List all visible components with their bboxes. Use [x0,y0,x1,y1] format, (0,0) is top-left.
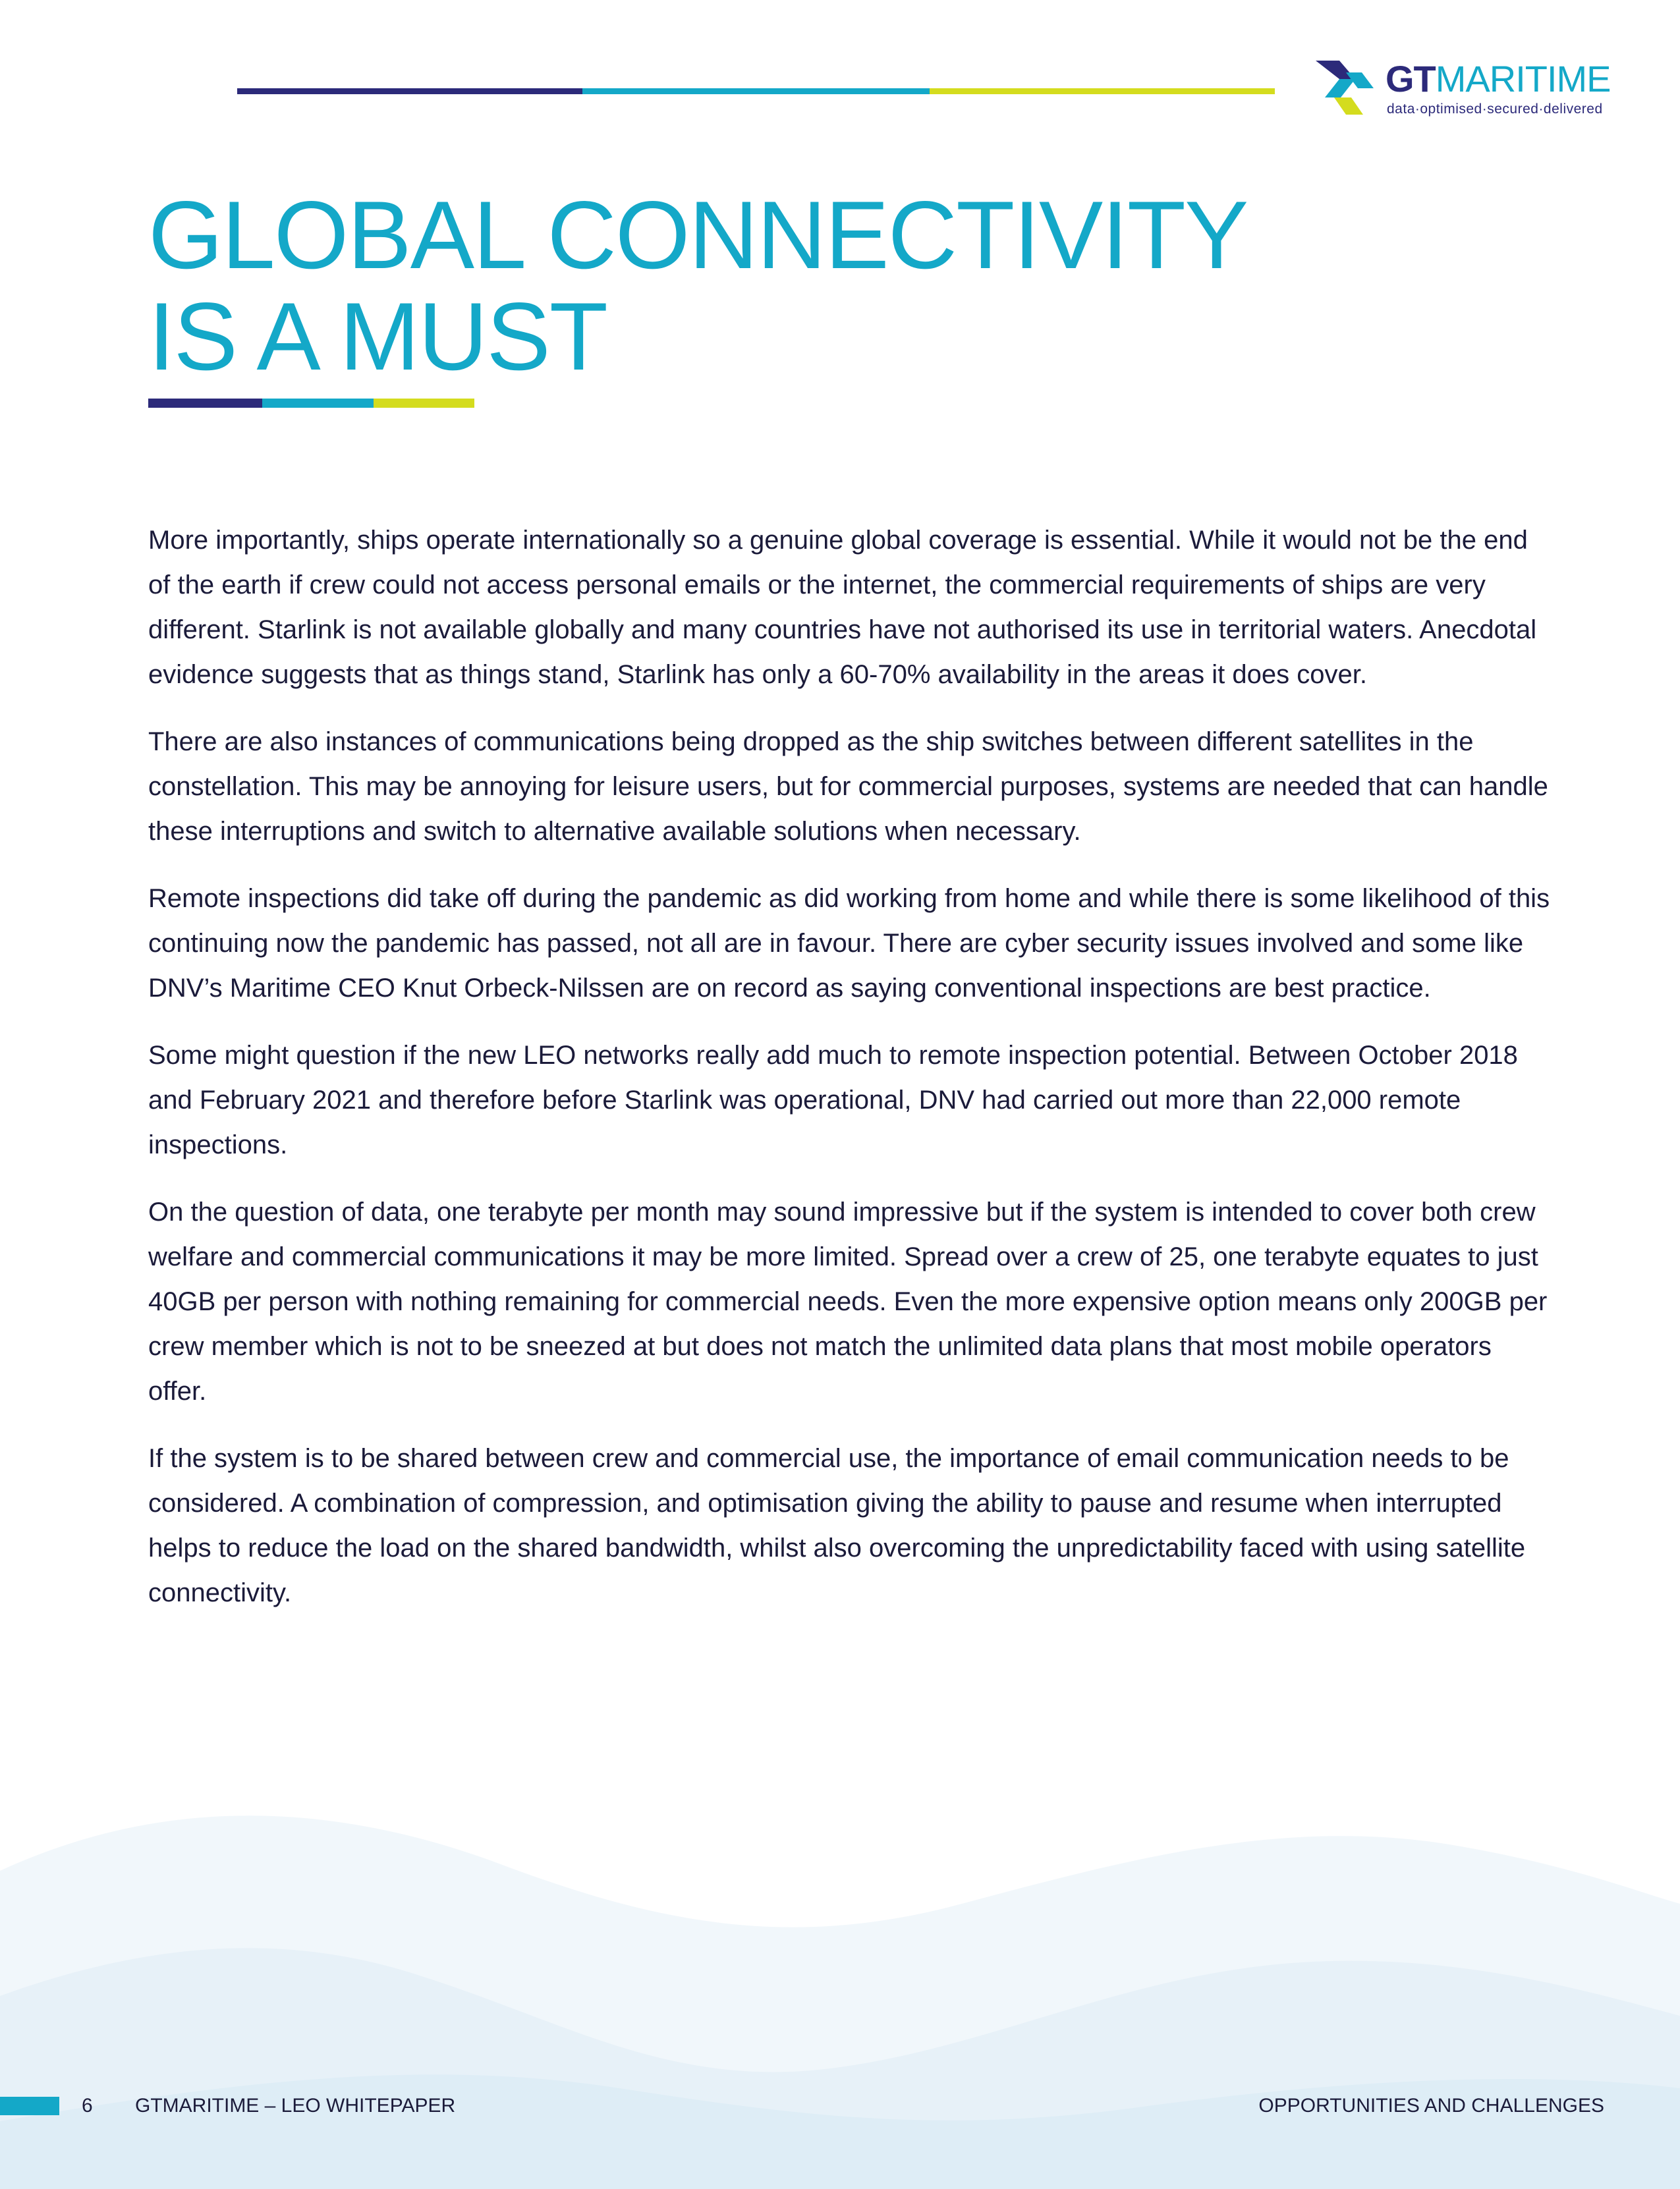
logo-wordmark [1386,58,1611,99]
paragraph: Remote inspections did take off during the pandemic as did working from home and while there is some likelihood of this continuing now the pandemic has passed, not all are in favour. There are cyber security issues involved and some like DNV’s Maritime CEO Knut Orbeck-Nilssen are on record as saying conventional inspections are best practice. [148,884,1550,1003]
paragraph: Some might question if the new LEO networks really add much to remote inspection potential. Between October 2018 and February 2021 and therefore before Starlink was operational, DNV had carried out more than 22,000 remote inspections. [148,1041,1518,1159]
paragraph: More importantly, ships operate internationally so a genuine global coverage is essential. While it would not be the end of the earth if crew could not access personal emails or the internet, the commercial requirements of ships are very different. Starlink is not available globally and many countries have not authorised its use in territorial waters. Anecdotal evidence suggests that as things stand, Starlink has only a 60-70% availability in the areas it does cover. [148,526,1537,689]
paragraph: If the system is to be shared between crew and commercial use, the importance of email communication needs to be considered. A combination of compression, and optimisation giving the ability to pause and resume when interrupted helps to reduce the load on the shared bandwidth, whilst also overcoming the unpredictability faced with using satellite connectivity. [148,1444,1526,1607]
header-divider-cyan-segment [582,88,929,94]
paragraph: There are also instances of communications being dropped as the ship switches between different satellites in the constellation. This may be annoying for leisure users, but for commercial purposes, systems are needed that can handle these interruptions and switch to alternative available solutions when necessary. [148,727,1548,846]
header-divider [237,88,1275,94]
title-underline [148,399,474,408]
header-divider-navy-segment [237,88,582,94]
footer-document-title: GTMARITIME – LEO WHITEPAPER [135,2095,456,2117]
title-underline-lime-segment [374,399,474,408]
paragraph: On the question of data, one terabyte per month may sound impressive but if the system is intended to cover both crew welfare and commercial communications it may be more limited. Spread over a crew of 25, one terabyte equates to just 40GB per person with nothing remaining for commercial needs. Even the more expensive option means only 200GB per crew member which is not to be sneezed at but does not match the unlimited data plans that most mobile operators offer. [148,1198,1548,1406]
title-underline-navy-segment [148,399,262,408]
page-title-line-2: IS A MUST [148,283,607,390]
footer-page-number: 6 [82,2095,93,2117]
body-text [148,518,1552,1638]
decorative-waves [0,1779,1680,2189]
gtmaritime-chevron-logo-icon [1314,59,1387,119]
gtmaritime-logo [1314,59,1617,125]
logo-tagline: data·optimised·secured·delivered [1387,101,1603,117]
header-divider-lime-segment [930,88,1275,94]
title-underline-cyan-segment [262,399,373,408]
page-title [148,181,1248,390]
page-title-line-1: GLOBAL CONNECTIVITY [148,181,1248,289]
logo-maritime-text: MARITIME [1435,58,1611,99]
footer-accent-bar [0,2097,59,2115]
logo-gt-text: GT [1386,58,1436,99]
footer-section-title: OPPORTUNITIES AND CHALLENGES [1258,2095,1604,2117]
